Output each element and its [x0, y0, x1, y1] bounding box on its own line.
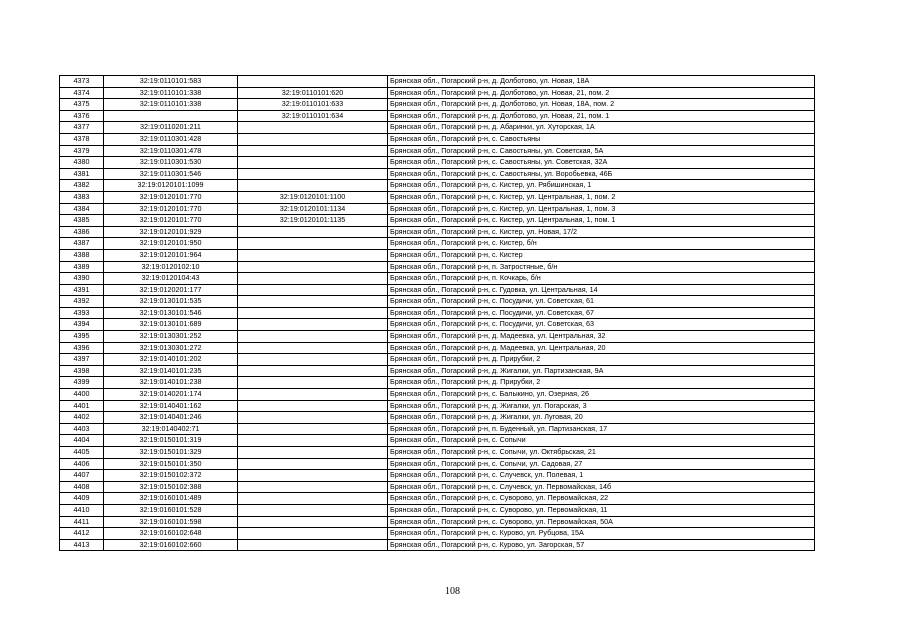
address-cell: Брянская обл., Погарский р-н, д. Прирубки, 2 — [388, 377, 815, 389]
table-row — [60, 365, 815, 377]
address-cell: Брянская обл., Погарский р-н, с. Суворово, ул. Первомайская, 22 — [388, 493, 815, 505]
table-row — [60, 110, 815, 122]
table-row — [60, 400, 815, 412]
row-number-cell: 4399 — [60, 377, 104, 389]
table-row — [60, 470, 815, 482]
table-row — [60, 423, 815, 435]
sub-object-number-cell — [238, 435, 388, 447]
sub-object-number-cell — [238, 504, 388, 516]
cadastral-number-cell: 32:19:0110101:338 — [104, 99, 238, 111]
cadastral-number-cell: 32:19:0110301:530 — [104, 157, 238, 169]
cadastral-number-cell: 32:19:0110101:583 — [104, 76, 238, 88]
row-number-cell: 4388 — [60, 249, 104, 261]
sub-object-number-cell — [238, 284, 388, 296]
table-row — [60, 99, 815, 111]
row-number-cell: 4376 — [60, 110, 104, 122]
cadastral-number-cell: 32:19:0150102:388 — [104, 481, 238, 493]
row-number-cell: 4379 — [60, 145, 104, 157]
cadastral-number-cell: 32:19:0110301:428 — [104, 133, 238, 145]
sub-object-number-cell — [238, 470, 388, 482]
address-cell: Брянская обл., Погарский р-н, с. Курово, ул. Рубцова, 15А — [388, 528, 815, 540]
sub-object-number-cell — [238, 296, 388, 308]
table-row — [60, 180, 815, 192]
row-number-cell: 4400 — [60, 389, 104, 401]
row-number-cell: 4402 — [60, 412, 104, 424]
cadastral-number-cell: 32:19:0120101:950 — [104, 238, 238, 250]
row-number-cell: 4393 — [60, 307, 104, 319]
row-number-cell: 4373 — [60, 76, 104, 88]
sub-object-number-cell — [238, 133, 388, 145]
cadastral-number-cell: 32:19:0120101:929 — [104, 226, 238, 238]
table-row — [60, 157, 815, 169]
cadastral-number-cell: 32:19:0120101:770 — [104, 191, 238, 203]
table-row — [60, 191, 815, 203]
row-number-cell: 4390 — [60, 273, 104, 285]
table-row — [60, 539, 815, 551]
address-cell: Брянская обл., Погарский р-н, с. Балыкино, ул. Озерная, 26 — [388, 389, 815, 401]
cadastral-number-cell: 32:19:0160101:528 — [104, 504, 238, 516]
cadastral-number-cell: 32:19:0130101:689 — [104, 319, 238, 331]
table-row — [60, 412, 815, 424]
row-number-cell: 4387 — [60, 238, 104, 250]
table-row — [60, 145, 815, 157]
cadastral-number-cell: 32:19:0130101:546 — [104, 307, 238, 319]
cadastral-number-cell: 32:19:0120201:177 — [104, 284, 238, 296]
sub-object-number-cell: 32:19:0110101:634 — [238, 110, 388, 122]
sub-object-number-cell — [238, 447, 388, 459]
address-cell: Брянская обл., Погарский р-н, д. Долботово, ул. Новая, 18А, пом. 2 — [388, 99, 815, 111]
table-row — [60, 435, 815, 447]
sub-object-number-cell — [238, 365, 388, 377]
row-number-cell: 4398 — [60, 365, 104, 377]
cadastral-number-cell: 32:19:0110301:546 — [104, 168, 238, 180]
table-row — [60, 168, 815, 180]
sub-object-number-cell — [238, 389, 388, 401]
cadastral-number-cell: 32:19:0130301:272 — [104, 342, 238, 354]
cadastral-number-cell: 32:19:0150101:350 — [104, 458, 238, 470]
sub-object-number-cell — [238, 539, 388, 551]
sub-object-number-cell: 32:19:0120101:1135 — [238, 215, 388, 227]
registry-table — [59, 75, 815, 551]
cadastral-number-cell: 32:19:0120101:1099 — [104, 180, 238, 192]
address-cell: Брянская обл., Погарский р-н, с. Суворово, ул. Первомайская, 50А — [388, 516, 815, 528]
cadastral-number-cell: 32:19:0130301:252 — [104, 331, 238, 343]
cadastral-number-cell: 32:19:0120101:770 — [104, 215, 238, 227]
row-number-cell: 4408 — [60, 481, 104, 493]
address-cell: Брянская обл., Погарский р-н, с. Посудичи, ул. Советская, 67 — [388, 307, 815, 319]
cadastral-number-cell: 32:19:0120101:770 — [104, 203, 238, 215]
sub-object-number-cell — [238, 400, 388, 412]
address-cell: Брянская обл., Погарский р-н, д. Прирубки, 2 — [388, 354, 815, 366]
sub-object-number-cell — [238, 342, 388, 354]
table-row — [60, 458, 815, 470]
sub-object-number-cell — [238, 180, 388, 192]
table-row — [60, 249, 815, 261]
sub-object-number-cell — [238, 493, 388, 505]
cadastral-number-cell: 32:19:0150101:329 — [104, 447, 238, 459]
sub-object-number-cell — [238, 331, 388, 343]
cadastral-number-cell: 32:19:0120104:43 — [104, 273, 238, 285]
address-cell: Брянская обл., Погарский р-н, п. Затростяные, б/н — [388, 261, 815, 273]
address-cell: Брянская обл., Погарский р-н, с. Гудовка, ул. Центральная, 14 — [388, 284, 815, 296]
table-row — [60, 447, 815, 459]
row-number-cell: 4382 — [60, 180, 104, 192]
row-number-cell: 4397 — [60, 354, 104, 366]
address-cell: Брянская обл., Погарский р-н, с. Кистер, ул. Центральная, 1, пом. 3 — [388, 203, 815, 215]
sub-object-number-cell — [238, 145, 388, 157]
row-number-cell: 4405 — [60, 447, 104, 459]
cadastral-number-cell: 32:19:0160101:489 — [104, 493, 238, 505]
sub-object-number-cell — [238, 377, 388, 389]
address-cell: Брянская обл., Погарский р-н, с. Сопычи, ул. Октябрьская, 21 — [388, 447, 815, 459]
sub-object-number-cell: 32:19:0110101:633 — [238, 99, 388, 111]
row-number-cell: 4404 — [60, 435, 104, 447]
address-cell: Брянская обл., Погарский р-н, с. Сопычи, ул. Садовая, 27 — [388, 458, 815, 470]
table-row — [60, 331, 815, 343]
table-row — [60, 354, 815, 366]
address-cell: Брянская обл., Погарский р-н, с. Кистер, ул. Рябишинская, 1 — [388, 180, 815, 192]
address-cell: Брянская обл., Погарский р-н, с. Сопычи — [388, 435, 815, 447]
cadastral-number-cell: 32:19:0120102:10 — [104, 261, 238, 273]
cadastral-number-cell: 32:19:0130101:535 — [104, 296, 238, 308]
address-cell: Брянская обл., Погарский р-н, д. Абаринки, ул. Хуторская, 1А — [388, 122, 815, 134]
address-cell: Брянская обл., Погарский р-н, с. Кистер, ул. Новая, 17/2 — [388, 226, 815, 238]
row-number-cell: 4378 — [60, 133, 104, 145]
cadastral-number-cell: 32:19:0160101:598 — [104, 516, 238, 528]
sub-object-number-cell — [238, 249, 388, 261]
table-row — [60, 133, 815, 145]
cadastral-number-cell: 32:19:0110101:338 — [104, 87, 238, 99]
row-number-cell: 4380 — [60, 157, 104, 169]
table-row — [60, 122, 815, 134]
sub-object-number-cell — [238, 481, 388, 493]
row-number-cell: 4403 — [60, 423, 104, 435]
address-cell: Брянская обл., Погарский р-н, д. Жигалки, ул. Партизанская, 9А — [388, 365, 815, 377]
sub-object-number-cell: 32:19:0120101:1100 — [238, 191, 388, 203]
row-number-cell: 4381 — [60, 168, 104, 180]
cadastral-number-cell: 32:19:0140402:71 — [104, 423, 238, 435]
row-number-cell: 4394 — [60, 319, 104, 331]
address-cell: Брянская обл., Погарский р-н, с. Посудичи, ул. Советская, 63 — [388, 319, 815, 331]
sub-object-number-cell — [238, 226, 388, 238]
sub-object-number-cell — [238, 76, 388, 88]
sub-object-number-cell — [238, 458, 388, 470]
cadastral-number-cell: 32:19:0160102:648 — [104, 528, 238, 540]
cadastral-number-cell: 32:19:0140101:235 — [104, 365, 238, 377]
row-number-cell: 4385 — [60, 215, 104, 227]
table-row — [60, 481, 815, 493]
cadastral-number-cell: 32:19:0120101:964 — [104, 249, 238, 261]
cadastral-number-cell: 32:19:0140401:162 — [104, 400, 238, 412]
table-row — [60, 284, 815, 296]
row-number-cell: 4375 — [60, 99, 104, 111]
table-row — [60, 215, 815, 227]
cadastral-number-cell: 32:19:0110201:211 — [104, 122, 238, 134]
row-number-cell: 4396 — [60, 342, 104, 354]
row-number-cell: 4386 — [60, 226, 104, 238]
table-row — [60, 296, 815, 308]
row-number-cell: 4391 — [60, 284, 104, 296]
cadastral-number-cell: 32:19:0150102:372 — [104, 470, 238, 482]
row-number-cell: 4401 — [60, 400, 104, 412]
table-row — [60, 76, 815, 88]
address-cell: Брянская обл., Погарский р-н, д. Долботово, ул. Новая, 21, пом. 2 — [388, 87, 815, 99]
sub-object-number-cell — [238, 423, 388, 435]
address-cell: Брянская обл., Погарский р-н, с. Кистер, ул. Центральная, 1, пом. 2 — [388, 191, 815, 203]
sub-object-number-cell — [238, 354, 388, 366]
address-cell: Брянская обл., Погарский р-н, с. Случевск, ул. Первомайская, 14б — [388, 481, 815, 493]
address-cell: Брянская обл., Погарский р-н, д. Мадеевка, ул. Центральная, 32 — [388, 331, 815, 343]
sub-object-number-cell — [238, 157, 388, 169]
table-row — [60, 516, 815, 528]
row-number-cell: 4384 — [60, 203, 104, 215]
cadastral-number-cell: 32:19:0110301:478 — [104, 145, 238, 157]
row-number-cell: 4411 — [60, 516, 104, 528]
cadastral-number-cell: 32:19:0150101:319 — [104, 435, 238, 447]
cadastral-number-cell: 32:19:0160102:660 — [104, 539, 238, 551]
sub-object-number-cell — [238, 516, 388, 528]
table-row — [60, 203, 815, 215]
row-number-cell: 4406 — [60, 458, 104, 470]
cadastral-number-cell — [104, 110, 238, 122]
cadastral-number-cell: 32:19:0140101:202 — [104, 354, 238, 366]
address-cell: Брянская обл., Погарский р-н, д. Жигалки, ул. Погарская, 3 — [388, 400, 815, 412]
sub-object-number-cell — [238, 412, 388, 424]
address-cell: Брянская обл., Погарский р-н, с. Кистер, б/н — [388, 238, 815, 250]
table-row — [60, 87, 815, 99]
table-row — [60, 261, 815, 273]
address-cell: Брянская обл., Погарский р-н, с. Посудичи, ул. Советская, 61 — [388, 296, 815, 308]
address-cell: Брянская обл., Погарский р-н, с. Савостьяны, ул. Воробьевка, 46Б — [388, 168, 815, 180]
sub-object-number-cell: 32:19:0110101:620 — [238, 87, 388, 99]
table-row — [60, 504, 815, 516]
table-row — [60, 493, 815, 505]
sub-object-number-cell — [238, 273, 388, 285]
sub-object-number-cell — [238, 238, 388, 250]
table-row — [60, 319, 815, 331]
address-cell: Брянская обл., Погарский р-н, с. Кистер, ул. Центральная, 1, пом. 1 — [388, 215, 815, 227]
address-cell: Брянская обл., Погарский р-н, с. Савостьяны, ул. Советская, 5А — [388, 145, 815, 157]
table-row — [60, 377, 815, 389]
address-cell: Брянская обл., Погарский р-н, с. Случевск, ул. Полевая, 1 — [388, 470, 815, 482]
cadastral-number-cell: 32:19:0140201:174 — [104, 389, 238, 401]
address-cell: Брянская обл., Погарский р-н, с. Суворово, ул. Первомайская, 11 — [388, 504, 815, 516]
table-row — [60, 528, 815, 540]
table-row — [60, 238, 815, 250]
address-cell: Брянская обл., Погарский р-н, с. Кистер — [388, 249, 815, 261]
table-row — [60, 307, 815, 319]
address-cell: Брянская обл., Погарский р-н, с. Курово, ул. Загорская, 57 — [388, 539, 815, 551]
cadastral-number-cell: 32:19:0140401:246 — [104, 412, 238, 424]
page-number: 108 — [445, 586, 460, 597]
sub-object-number-cell — [238, 307, 388, 319]
sub-object-number-cell: 32:19:0120101:1134 — [238, 203, 388, 215]
cadastral-number-cell: 32:19:0140101:238 — [104, 377, 238, 389]
row-number-cell: 4374 — [60, 87, 104, 99]
sub-object-number-cell — [238, 319, 388, 331]
row-number-cell: 4395 — [60, 331, 104, 343]
address-cell: Брянская обл., Погарский р-н, д. Долботово, ул. Новая, 21, пом. 1 — [388, 110, 815, 122]
row-number-cell: 4413 — [60, 539, 104, 551]
address-cell: Брянская обл., Погарский р-н, д. Долботово, ул. Новая, 18А — [388, 76, 815, 88]
sub-object-number-cell — [238, 168, 388, 180]
address-cell: Брянская обл., Погарский р-н, д. Мадеевка, ул. Центральная, 20 — [388, 342, 815, 354]
table-row — [60, 389, 815, 401]
address-cell: Брянская обл., Погарский р-н, с. Савостьяны, ул. Советская, 32А — [388, 157, 815, 169]
sub-object-number-cell — [238, 122, 388, 134]
row-number-cell: 4407 — [60, 470, 104, 482]
address-cell: Брянская обл., Погарский р-н, п. Кочкарь, б/н — [388, 273, 815, 285]
table-row — [60, 273, 815, 285]
row-number-cell: 4392 — [60, 296, 104, 308]
sub-object-number-cell — [238, 528, 388, 540]
row-number-cell: 4412 — [60, 528, 104, 540]
address-cell: Брянская обл., Погарский р-н, с. Савостьяны — [388, 133, 815, 145]
address-cell: Брянская обл., Погарский р-н, п. Буденный, ул. Партизанская, 17 — [388, 423, 815, 435]
row-number-cell: 4389 — [60, 261, 104, 273]
row-number-cell: 4377 — [60, 122, 104, 134]
row-number-cell: 4409 — [60, 493, 104, 505]
address-cell: Брянская обл., Погарский р-н, д. Жигалки, ул. Луговая, 20 — [388, 412, 815, 424]
table-row — [60, 342, 815, 354]
row-number-cell: 4383 — [60, 191, 104, 203]
table-row — [60, 226, 815, 238]
row-number-cell: 4410 — [60, 504, 104, 516]
sub-object-number-cell — [238, 261, 388, 273]
registry-table-body — [60, 76, 815, 551]
